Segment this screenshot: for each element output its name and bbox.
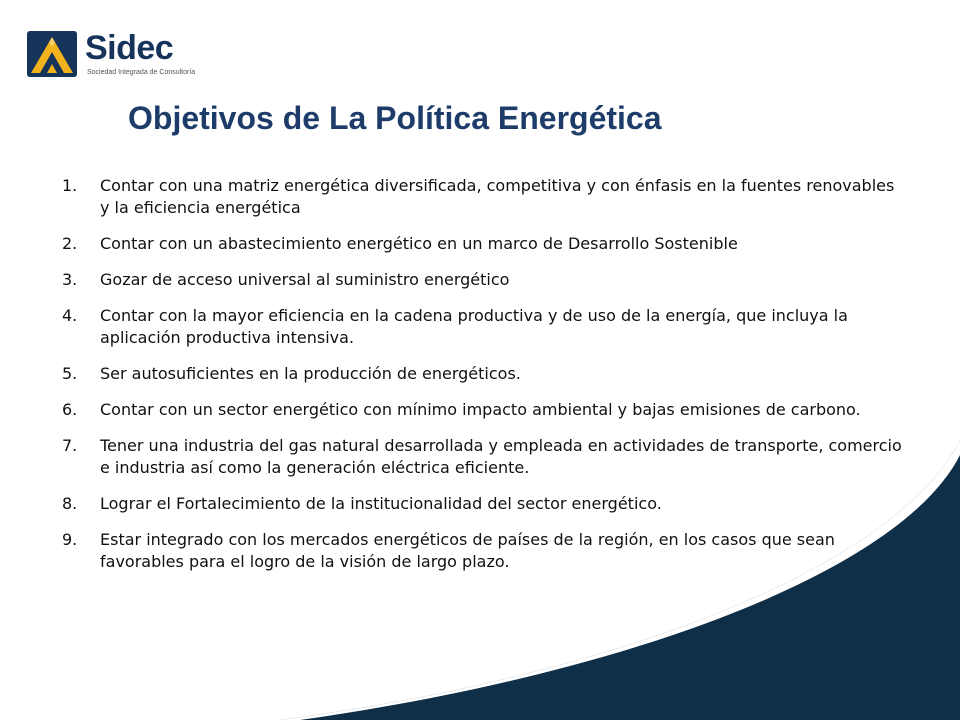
objective-number: 1. bbox=[62, 176, 78, 195]
objective-text: Contar con la mayor eficiencia en la cadena productiva y de uso de la energía, que incluya la aplicación productiva intensiva. bbox=[100, 306, 848, 347]
objective-number: 9. bbox=[62, 530, 78, 549]
objective-item bbox=[62, 435, 902, 479]
objective-item bbox=[62, 529, 902, 573]
objective-number: 4. bbox=[62, 306, 78, 325]
objective-item bbox=[62, 233, 902, 255]
objective-item bbox=[62, 493, 902, 515]
objective-text: Tener una industria del gas natural desarrollada y empleada en actividades de transporte, comercio e industria así como la generación eléctrica eficiente. bbox=[100, 436, 902, 477]
objective-text: Ser autosuficientes en la producción de energéticos. bbox=[100, 364, 521, 383]
objective-number: 3. bbox=[62, 270, 78, 289]
sidec-logo-mark-icon bbox=[27, 27, 81, 79]
objective-number: 8. bbox=[62, 494, 78, 513]
objective-text: Lograr el Fortalecimiento de la institucionalidad del sector energético. bbox=[100, 494, 662, 513]
logo-name: Sidec bbox=[85, 29, 174, 67]
sidec-logo bbox=[27, 27, 197, 83]
objective-text: Estar integrado con los mercados energéticos de países de la región, en los casos que sean favorables para el logro de la visión de largo plazo. bbox=[100, 530, 835, 571]
objective-number: 5. bbox=[62, 364, 78, 383]
objectives-list bbox=[62, 175, 902, 587]
objective-item bbox=[62, 305, 902, 349]
objective-number: 6. bbox=[62, 400, 78, 419]
logo-tagline: Sociedad Integrada de Consultoría bbox=[87, 69, 196, 76]
objective-number: 7. bbox=[62, 436, 78, 455]
objective-text: Gozar de acceso universal al suministro energético bbox=[100, 270, 510, 289]
objective-text: Contar con una matriz energética diversificada, competitiva y con énfasis en la fuentes renovables y la eficiencia energética bbox=[100, 176, 895, 217]
objective-item bbox=[62, 175, 902, 219]
objective-text: Contar con un abastecimiento energético en un marco de Desarrollo Sostenible bbox=[100, 234, 738, 253]
objective-text: Contar con un sector energético con mínimo impacto ambiental y bajas emisiones de carbono. bbox=[100, 400, 861, 419]
objective-item bbox=[62, 363, 902, 385]
objective-item bbox=[62, 269, 902, 291]
objective-item bbox=[62, 399, 902, 421]
objective-number: 2. bbox=[62, 234, 78, 253]
page-title: Objetivos de La Política Energética bbox=[128, 100, 662, 136]
